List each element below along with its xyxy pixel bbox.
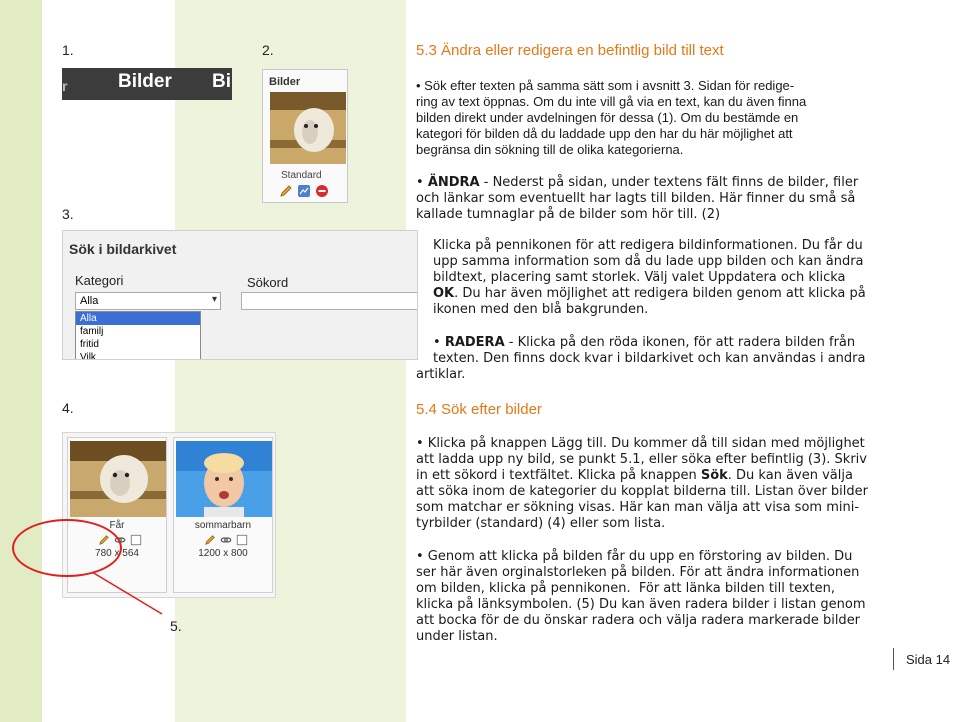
search-label: Sökord [247, 275, 289, 290]
text-line: kategori för bilden då du laddade upp den har du här möjlighet att [416, 126, 793, 141]
dropdown-option[interactable]: fritid [80, 339, 99, 350]
text-run: - Nederst på sidan, under textens fält finns de bilder, filer [479, 175, 859, 190]
thumbnail-label: Standard [281, 170, 322, 181]
text-line: ikonen med den blå bakgrunden. [433, 302, 649, 317]
text-line: ring av text öppnas. Om du inte vill gå via en text, kan du även finna [416, 94, 807, 109]
text-run: - Klicka på den röda ikonen, för att radera bilden från [504, 335, 856, 350]
image-name: Får [109, 520, 125, 531]
image-size: 1200 x 800 [198, 548, 248, 559]
bullet: • [416, 175, 428, 190]
menu-fragment: r [62, 78, 68, 94]
keyword-andra: ÄNDRA [427, 175, 480, 190]
paragraph-5-3-4 [416, 335, 946, 383]
text-line [416, 468, 946, 484]
dropdown-option[interactable]: Vilk [80, 352, 96, 360]
bullet: • [433, 335, 445, 350]
text-line: artiklar. [416, 367, 466, 382]
paragraph-5-3-2 [416, 175, 946, 223]
thumbnail-actions [279, 184, 329, 198]
text-line: att söka inom de kategorier du kopplat bilderna till. Listan över bilder [416, 484, 868, 499]
sheep-thumbnail[interactable] [270, 92, 346, 164]
text-line: under listan. [416, 629, 498, 644]
left-green-bar [0, 0, 42, 722]
text-line: klicka på länksymbolen. (5) Du kan även radera bilder i listan genom [416, 597, 866, 612]
highlight-ellipse [12, 519, 122, 577]
section-heading-5-4: 5.4 Sök efter bilder [416, 401, 542, 418]
footer-divider [893, 648, 894, 670]
text-line: bildtext, placering samt storlek. Välj valet Uppdatera och klicka [433, 270, 846, 285]
text-line: att ladda upp ny bild, se punkt 5.1, eller söka efter befintlig (3). Skriv [416, 452, 867, 467]
paragraph-5-4-2 [416, 549, 946, 645]
text-line: om bilden, klicka på pennikonen. För att länka bilden till texten, [416, 581, 836, 596]
screenshot-search-archive [62, 230, 418, 360]
chevron-down-icon[interactable]: ▾ [211, 294, 217, 305]
pointer-line [90, 570, 170, 620]
keyword-radera: RADERA [444, 335, 505, 350]
text-line: upp samma information som då du lade upp bilden och kan ändra [433, 254, 864, 269]
text-line: tyrbilder (standard) (4) eller som lista. [416, 516, 666, 531]
paragraph-5-3-1 [416, 78, 946, 158]
search-input[interactable] [241, 292, 418, 310]
category-select[interactable] [75, 292, 221, 310]
step-number-5: 5. [170, 618, 182, 634]
text-line: texten. Den finns dock kvar i bildarkivet och kan användas i andra [433, 351, 866, 366]
text-line: Klicka på pennikonen för att redigera bildinformationen. Du får du [433, 238, 863, 253]
text-line [416, 335, 946, 351]
sheep-image[interactable] [70, 441, 166, 517]
paragraph-5-4-1 [416, 436, 946, 532]
delete-icon[interactable] [315, 184, 329, 198]
screenshot-thumbnail-panel [262, 69, 348, 203]
menu-tab-next[interactable]: Bi [212, 71, 231, 92]
category-label: Kategori [75, 273, 124, 288]
pencil-icon[interactable] [279, 184, 293, 198]
text-run: in ett sökord i textfältet. Klicka på knappen [416, 468, 701, 483]
panel-title: Bilder [269, 76, 301, 88]
image-actions [204, 534, 248, 546]
text-line: • Klicka på knappen Lägg till. Du kommer då till sidan med möjlighet [416, 436, 865, 451]
pencil-icon[interactable] [204, 534, 216, 546]
child-image[interactable] [176, 441, 272, 517]
text-line [433, 286, 960, 302]
keyword-sok: Sök [700, 468, 728, 483]
dropdown-option[interactable]: Alla [76, 312, 200, 325]
step-number-2: 2. [262, 42, 274, 58]
section-heading-5-3: 5.3 Ändra eller redigera en befintlig bild till text [416, 42, 724, 59]
checkbox-icon[interactable] [236, 534, 248, 546]
text-line: och länkar som eventuellt har lagts till bilden. Här finner du små så [416, 191, 856, 206]
image-name: sommarbarn [194, 520, 252, 531]
keyword-ok: OK [433, 286, 455, 301]
text-line: • Genom att klicka på bilden får du upp en förstoring av bilden. Du [416, 549, 853, 564]
text-run: . Du har även möjlighet att redigera bilden genom att klicka på [454, 286, 866, 301]
text-line: att bocka för de du önskar radera och välja radera markerade bilder [416, 613, 861, 628]
image-size: 780 x 564 [95, 548, 139, 559]
step-number-3: 3. [62, 206, 74, 222]
page-number: Sida 14 [906, 652, 951, 667]
step-number-4: 4. [62, 400, 74, 416]
category-selected: Alla [80, 295, 99, 307]
text-line: begränsa din sökning till de olika kategorierna. [416, 142, 684, 157]
archive-heading: Sök i bildarkivet [69, 241, 177, 257]
text-line: ser här även orginalstorleken på bilden. För att ändra informationen [416, 565, 860, 580]
text-run: . Du kan även välja [727, 468, 853, 483]
text-line: kallade tumnaglar på de bilder som hör till. (2) [416, 207, 721, 222]
text-line: som matchar er sökning visas. Här kan man välja att visa som mini- [416, 500, 860, 515]
step-number-1: 1. [62, 42, 74, 58]
paragraph-5-3-3 [433, 238, 960, 318]
image-card-child[interactable] [173, 437, 273, 593]
text-line: bilden direkt under avdelningen för dessa (1). Om du bestämde en [416, 110, 799, 125]
link-icon[interactable] [220, 534, 232, 546]
checkbox-icon[interactable] [130, 534, 142, 546]
menu-tab-bilder[interactable]: Bilder [118, 71, 172, 92]
screenshot-menu-bar [62, 68, 232, 100]
text-line: • Sök efter texten på samma sätt som i avsnitt 3. Sidan för redige- [416, 78, 795, 93]
edit-image-icon[interactable] [297, 184, 311, 198]
text-line [416, 175, 946, 191]
dropdown-option[interactable]: familj [80, 326, 104, 337]
category-dropdown[interactable] [75, 311, 201, 360]
